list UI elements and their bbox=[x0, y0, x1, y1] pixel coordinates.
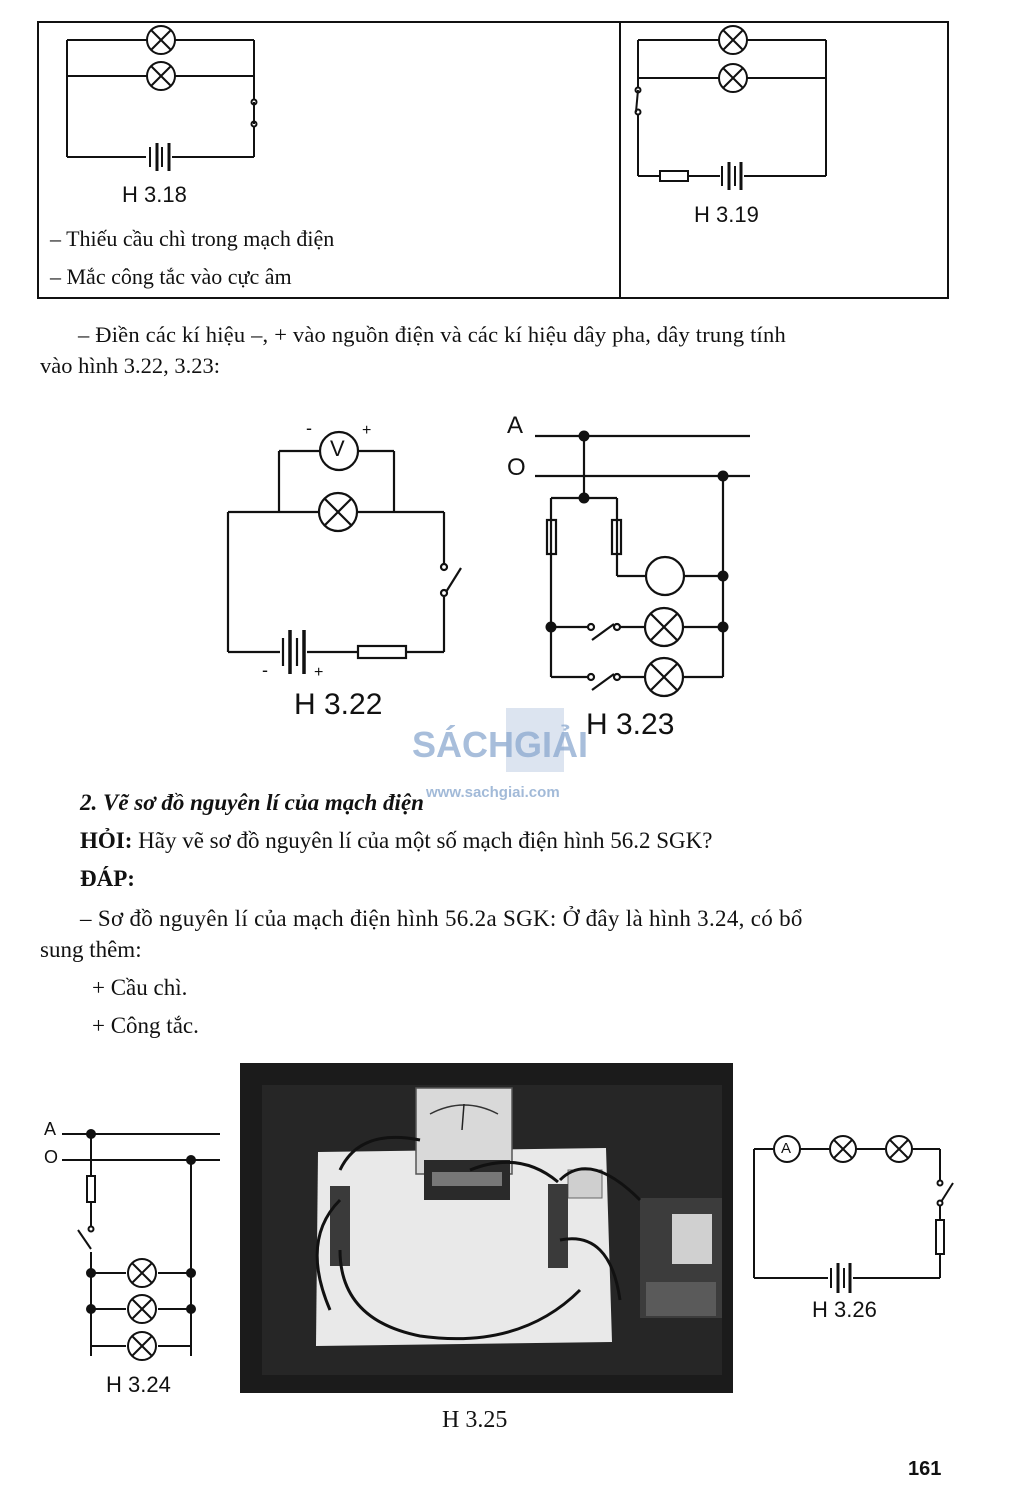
error-item-1: – Thiếu cầu chì trong mạch điện bbox=[50, 226, 335, 251]
caption-h323: H 3.23 bbox=[586, 708, 675, 741]
instruction-line-1: – Điền các kí hiệu –, + vào nguồn điện và các kí hiệu dây pha, dây trung tính bbox=[78, 322, 786, 347]
fuse-icon bbox=[936, 1220, 944, 1254]
battery-minus: - bbox=[262, 660, 268, 680]
caption-h325: H 3.25 bbox=[442, 1407, 508, 1433]
answer-label: ĐÁP: bbox=[80, 866, 135, 891]
watermark-url: www.sachgiai.com bbox=[426, 784, 560, 801]
watermark-brand-left: SÁCH bbox=[412, 724, 515, 765]
caption-h324: H 3.24 bbox=[106, 1372, 171, 1397]
photo-h325 bbox=[240, 1063, 733, 1393]
caption-h318: H 3.18 bbox=[122, 182, 187, 207]
caption-h326: H 3.26 bbox=[812, 1297, 877, 1322]
voltmeter-plus: + bbox=[362, 422, 372, 439]
page-number: 161 bbox=[908, 1458, 942, 1480]
battery-plus: + bbox=[314, 664, 324, 681]
question-text: Hãy vẽ sơ đồ nguyên lí của một số mạch điện hình 56.2 SGK? bbox=[132, 828, 713, 853]
ammeter-label: A bbox=[781, 1140, 792, 1157]
bullet-fuse: + Cầu chì. bbox=[92, 975, 188, 1000]
bullet-switch: + Công tắc. bbox=[92, 1013, 199, 1038]
switch-icon bbox=[78, 1230, 91, 1249]
h324-neutral-label: O bbox=[44, 1147, 59, 1167]
error-item-2: – Mắc công tắc vào cực âm bbox=[50, 264, 292, 289]
voltmeter-label: V bbox=[330, 436, 345, 461]
section-heading: 2. Vẽ sơ đồ nguyên lí của mạch điện bbox=[80, 790, 424, 815]
switch-icon bbox=[941, 1183, 953, 1202]
instruction-line-2: vào hình 3.22, 3.23: bbox=[40, 353, 220, 378]
watermark-brand-right: GIẢI bbox=[514, 724, 589, 765]
question-label: HỎI: bbox=[80, 828, 133, 853]
voltmeter-minus: - bbox=[306, 418, 312, 438]
circuit-h326 bbox=[754, 1136, 953, 1293]
caption-h322: H 3.22 bbox=[294, 688, 383, 721]
fuse-icon bbox=[87, 1176, 95, 1202]
h324-phase-label: A bbox=[44, 1119, 57, 1139]
neutral-line-label: O bbox=[507, 454, 526, 481]
battery-icon bbox=[831, 1263, 850, 1293]
caption-h319: H 3.19 bbox=[694, 202, 759, 227]
phase-line-label: A bbox=[507, 412, 524, 439]
answer-line-1: – Sơ đồ nguyên lí của mạch điện hình 56.2a SGK: Ở đây là hình 3.24, có bổ bbox=[80, 906, 803, 931]
circuit-h324 bbox=[62, 1134, 220, 1360]
answer-line-2: sung thêm: bbox=[40, 937, 142, 962]
